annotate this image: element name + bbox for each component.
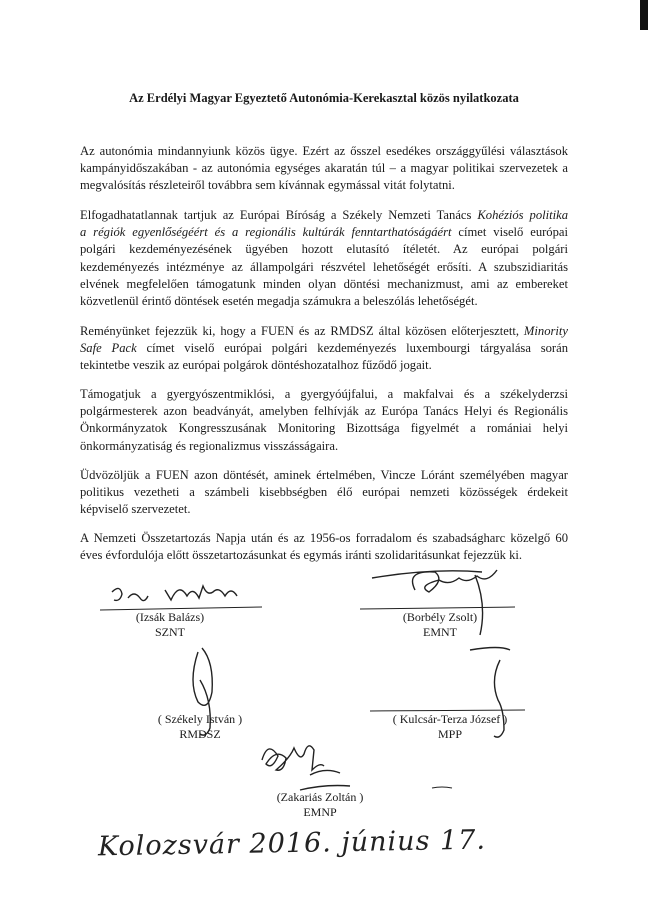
signatory-org: MPP xyxy=(437,727,463,741)
signatory-name: (Borbély Zsolt) xyxy=(402,610,478,624)
text-line: Az autonómia mindannyiunk közös ügye. Ezért az ősszel esedékes országgyűlési választások xyxy=(80,144,568,158)
text-line: képviselő szervezetet. xyxy=(80,502,191,517)
text-line: Safe Pack címet viselő európai polgári kezdeményezés luxembourgi tárgyalása során xyxy=(80,341,569,356)
text-line: politikus vezetheti a számbeli kisebbségben élő európai nemzeti közösségek érdekeit xyxy=(80,485,568,500)
text-line: Önkormányzatok Kongresszusának Monitoring Bizottsága figyelmét a romániai helyi xyxy=(80,421,568,436)
signatory-name: (Izsák Balázs) xyxy=(135,610,205,624)
signatory-zakarias xyxy=(260,790,380,820)
text-line: megvalósítás részleteiről továbbra sem kívánnak egymással vitát folytatni. xyxy=(80,178,455,193)
text-line: elvének megfelelően támogatunk minden olyan döntési mechanizmust, ami az embereket xyxy=(80,276,568,291)
signature-line-2 xyxy=(360,607,515,609)
text-line: Elfogadhatatlannak tartjuk az Európai Bíróság a Székely Nemzeti Tanács Kohéziós politika xyxy=(80,208,568,222)
text-line: polgári kezdeményezésének ügyében hozott elutasító ítéletét. Az európai polgári xyxy=(80,242,568,257)
text-line: Üdvözöljük a FUEN azon döntését, aminek értelmében, Vincze Lóránt személyében magyar xyxy=(80,468,568,482)
handwritten-date: Kolozsvár 2016. június 17. xyxy=(97,824,487,863)
text-line: polgármesterek azon beadványát, amelyben felhívják az Európa Tanács Helyi és Regionális xyxy=(80,404,568,419)
handwriting-underline-mark xyxy=(432,787,452,788)
signature-izsak xyxy=(112,586,237,601)
text-line: Támogatjuk a gyergyószentmiklósi, a gyergyóújfalui, a makfalvai és a székelyderzsi xyxy=(80,387,568,401)
signatory-szekely xyxy=(140,712,260,742)
text-line: kampányidőszakában - az autonómia egységes akaratán túl – a magyar politikai szervezetek a xyxy=(80,161,568,176)
document-title: Az Erdélyi Magyar Egyeztető Autonómia-Kerekasztal közös nyilatkozata xyxy=(129,91,519,105)
signatory-name: ( Kulcsár-Terza József ) xyxy=(392,712,508,726)
signatory-kulcsar xyxy=(375,712,525,742)
signatory-org: EMNP xyxy=(303,805,337,819)
signature-zakarias xyxy=(262,746,350,790)
text-line: tekintetbe veszik az európai polgárok döntéshozatalhoz fűződő jogait. xyxy=(80,358,432,373)
text-line: a régiók egyenlőségéért és a regionális kultúrák fenntarthatóságáért címet viselő európai xyxy=(80,225,568,240)
text-line: önkormányzatiság és regionalizmus visszásságaira. xyxy=(80,438,339,453)
signatory-izsak xyxy=(120,610,220,640)
signatory-borbely xyxy=(385,610,495,640)
text-line: kezdeményezés intézménye az állampolgári részvétel lehetőségét erősíti. A szubszidiaritás xyxy=(80,259,568,274)
text-line: A Nemzeti Összetartozás Napja után és az 1956-os forradalom és szabadságharc közelgő 60 xyxy=(80,531,568,545)
text-line: közvetlenül érintő döntések esetén megadja számukra a beleszólás lehetőségét. xyxy=(80,294,478,309)
text-line: Reményünket fejezzük ki, hogy a FUEN és az RMDSZ által közösen előterjesztett, Minority xyxy=(80,324,568,338)
text-line: éves évfordulója előtt összetartozásunkat és egymás iránti szolidaritásunkat fejezzük ki. xyxy=(80,548,523,563)
signatory-org: SZNT xyxy=(155,625,185,639)
signatory-org: RMDSZ xyxy=(179,727,221,741)
signatory-name: ( Székely István ) xyxy=(157,712,243,726)
signatory-name: (Zakariás Zoltán ) xyxy=(276,790,364,804)
signatory-org: EMNT xyxy=(423,625,457,639)
